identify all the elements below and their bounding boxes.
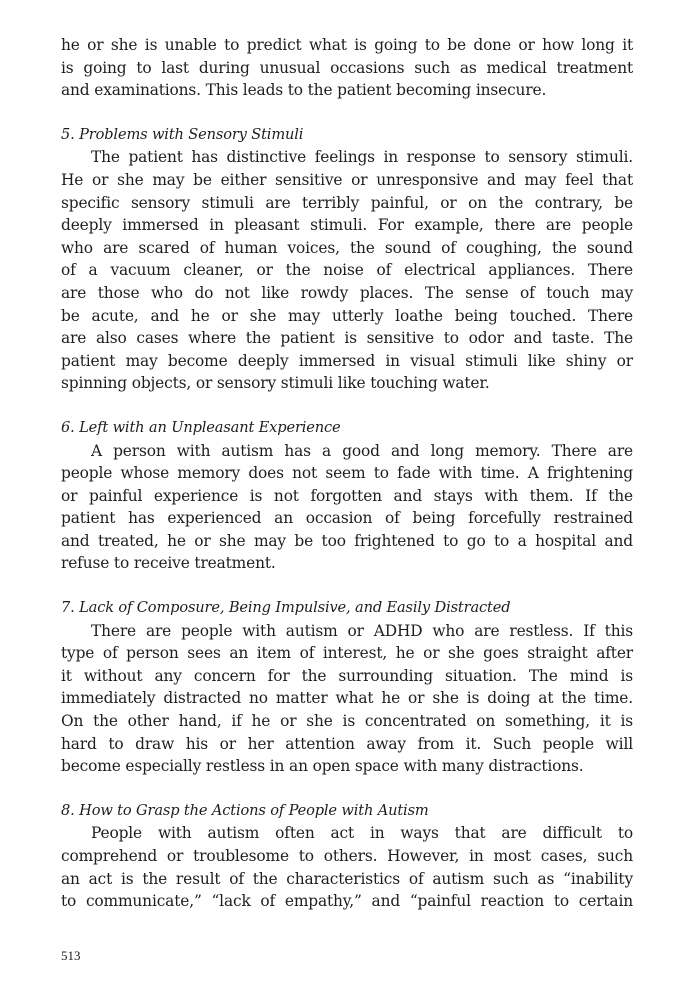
text-line: immediately distracted no matter what he or she is doing at the time. <box>61 689 633 708</box>
section-heading: 6. Left with an Unpleasant Experience <box>61 418 341 436</box>
text-line: The patient has distinctive feelings in response to sensory stimuli. <box>91 148 633 167</box>
text-line: specific sensory stimuli are terribly painful, or on the contrary, be <box>61 193 633 212</box>
section-heading: 8. How to Grasp the Actions of People with Autism <box>61 801 429 819</box>
text-line: refuse to receive treatment. <box>61 554 276 573</box>
page-number: 513 <box>61 948 81 963</box>
text-line: an act is the result of the characteristics of autism such as “inability <box>61 869 633 888</box>
text-line: it without any concern for the surrounding situation. The mind is <box>61 666 633 685</box>
text-line: become especially restless in an open space with many distractions. <box>61 757 584 776</box>
text-line: hard to draw his or her attention away from it. Such people will <box>61 734 633 753</box>
text-line: There are people with autism or ADHD who are restless. If this <box>91 621 633 640</box>
text-line: deeply immersed in pleasant stimuli. For example, there are people <box>61 216 633 235</box>
text-line: type of person sees an item of interest, he or she goes straight after <box>61 644 633 663</box>
text-line: of a vacuum cleaner, or the noise of electrical appliances. There <box>61 261 633 280</box>
section-7 <box>61 597 633 778</box>
text-line: or painful experience is not forgotten and stays with them. If the <box>61 486 633 505</box>
section-8 <box>61 800 633 913</box>
text-line: is going to last during unusual occasions such as medical treatment <box>61 58 633 77</box>
text-line: he or she is unable to predict what is going to be done or how long it <box>61 36 633 54</box>
text-line: spinning objects, or sensory stimuli like touching water. <box>61 374 490 393</box>
section-heading: 5. Problems with Sensory Stimuli <box>61 125 304 143</box>
text-line: to communicate,” “lack of empathy,” and “painful reaction to certain <box>61 892 633 911</box>
text-line: and examinations. This leads to the patient becoming insecure. <box>61 81 547 100</box>
section-5 <box>61 124 633 395</box>
text-line: On the other hand, if he or she is concentrated on something, it is <box>61 712 633 731</box>
section-6 <box>61 417 633 575</box>
text-line: and treated, he or she may be too frightened to go to a hospital and <box>61 531 633 550</box>
text-line: People with autism often act in ways that are difficult to <box>91 824 633 843</box>
text-line: He or she may be either sensitive or unresponsive and may feel that <box>61 170 633 189</box>
section-heading: 7. Lack of Composure, Being Impulsive, and Easily Distracted <box>61 599 511 617</box>
intro-paragraph <box>61 34 633 102</box>
text-line: be acute, and he or she may utterly loathe being touched. There <box>61 306 633 325</box>
text-line: are also cases where the patient is sensitive to odor and taste. The <box>61 329 633 348</box>
text-line: people whose memory does not seem to fade with time. A frightening <box>61 464 633 483</box>
text-line: are those who do not like rowdy places. The sense of touch may <box>61 283 633 302</box>
text-line: A person with autism has a good and long memory. There are <box>91 441 633 460</box>
text-line: patient has experienced an occasion of being forcefully restrained <box>61 509 633 528</box>
text-line: who are scared of human voices, the sound of coughing, the sound <box>61 238 633 257</box>
page-body <box>61 34 633 913</box>
text-line: patient may become deeply immersed in visual stimuli like shiny or <box>61 351 633 370</box>
text-line: comprehend or troublesome to others. However, in most cases, such <box>61 847 633 865</box>
